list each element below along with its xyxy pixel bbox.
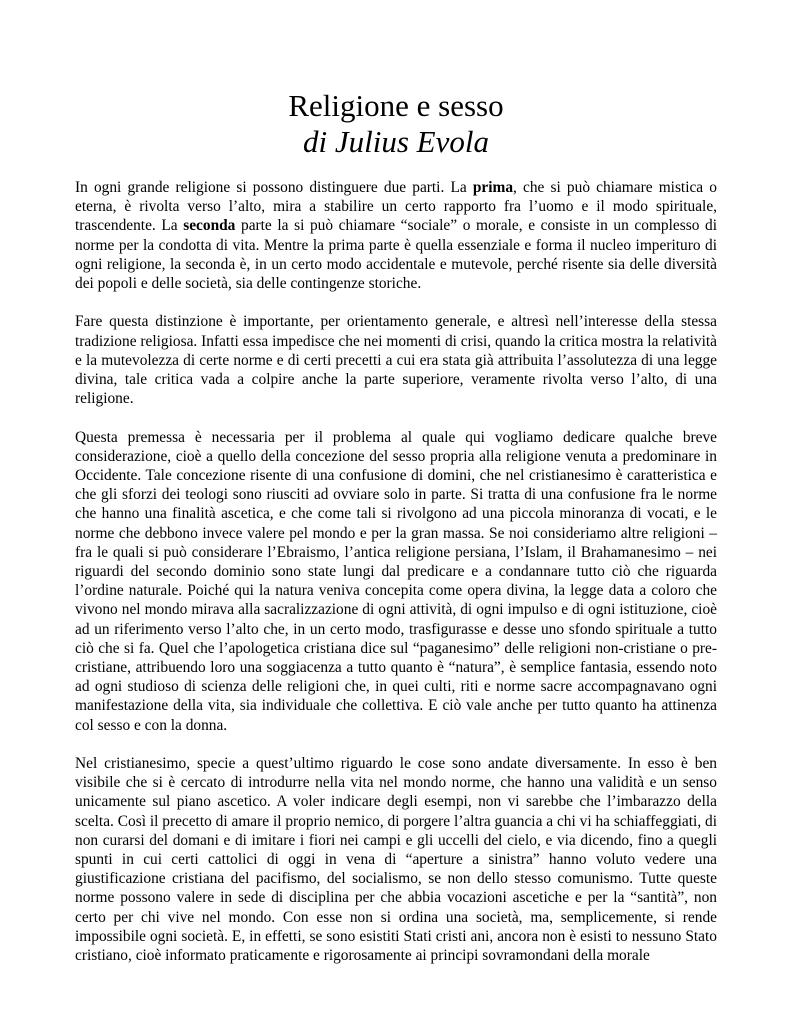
paragraph-text: , che si può chiamare mistica o eterna, è rivolta verso l’alto, mira a stabilire un certo rapporto fra l’uomo e il modo spirituale, trascendente. La	[75, 179, 717, 235]
paragraph-3	[75, 428, 717, 735]
paragraph-text: parte la si può chiamare “sociale” o morale, e consiste in un complesso di norme per la condotta di vita. Mentre la prima parte è quella essenziale e forma il nucleo imperituro di ogni religione, la seconda è, in un certo modo accidentale e mutevole, perché risente sia delle diversità dei popoli e delle società, sia delle contingenze storiche.	[75, 217, 717, 293]
author-line: di Julius Evola	[303, 124, 489, 159]
paragraph-2	[75, 312, 717, 408]
body-text	[75, 178, 717, 965]
paragraph-text: Questa premessa è necessaria per il problema al quale qui vogliamo dedicare qualche breve considerazione, cioè a quello della concezione del sesso propria alla religione venuta a predominare in Occidente. Tale concezione risente di una confusione di domini, che nel cristianesimo è caratteristica e che gli sforzi dei teologi sono riusciti ad ovviare solo in parte. Si tratta di una confusione fra le norme che hanno una finalità ascetica, e che come tali si rivolgono ad una piccola minoranza di vocati, e le norme che debbono invece valere pel mondo e per la gran massa. Se noi consideriamo altre religioni – fra le quali si può considerare l’Ebraismo, l’antica religione persiana, l’Islam, il Brahamanesimo – nei riguardi del secondo dominio sono state lungi dal predicare e a condannare tutto ciò che riguarda l’ordine naturale. Poiché qui la natura veniva concepita come opera divina, la legge data a coloro che vivono nel mondo mirava alla sacralizzazione di ogni attività, di ogni impulso e di ogni istituzione, cioè ad un riferimento verso l’alto che, in un certo modo, trasfigurasse e desse uno sfondo spirituale a tutto ciò che si fa. Quel che l’apologetica cristiana dice sul “paganesimo” delle religioni non-cristiane o pre-cristiane, attribuendo loro una soggiacenza a tutto quanto è “natura”, è semplice fantasia, essendo noto ad ogni studioso di scienza delle religioni che, in quei culti, riti e norme sacre accompagnavano ogni manifestazione della vita, sia individuale che collettiva. E ciò vale anche per tutto quanto ha attinenza col sesso e con la donna.	[75, 428, 717, 734]
paragraph-text: In ogni grande religione si possono distinguere due parti. La	[75, 179, 473, 196]
paragraph-4	[75, 754, 717, 965]
document-page	[75, 88, 717, 965]
paragraph-1	[75, 178, 717, 293]
title-block	[75, 88, 717, 160]
paragraph-text: Nel cristianesimo, specie a quest’ultimo riguardo le cose sono andate diversamente. In esso è ben visibile che si è cercato di introdurre nella vita nel mondo norme, che hanno una validità e un senso unicamente sul piano ascetico. A voler indicare degli esempi, non vi sarebbe che l’imbarazzo della scelta. Così il precetto di amare il proprio nemico, di porgere l’altra guancia a chi vi ha schiaffeggiati, di non curarsi del domani e di imitare i fiori nei campi e gli uccelli del cielo, e via dicendo, fino a quegli spunti in cui certi cattolici di oggi in vena di “aperture a sinistra” hanno voluto vedere una giustificazione cristiana del pacifismo, del socialismo, se non dello stesso comunismo. Tutte queste norme possono valere in sede di disciplina per che abbia vocazioni ascetiche e per la “santità”, non certo per chi vive nel mondo. Con esse non si ordina una società, ma, semplicemente, si rende impossibile ogni società. E, in effetti, se sono esistiti Stati cristi ani, ancora non è esisti to nessuno Stato cristiano, cioè informato praticamente e rigorosamente ai principi sovramondani della morale	[75, 755, 717, 965]
emphasized-term: seconda	[183, 217, 236, 235]
document-title: Religione e sesso	[288, 88, 504, 123]
paragraph-text: Fare questa distinzione è importante, per orientamento generale, e altresì nell’interesse della stessa tradizione religiosa. Infatti essa impedisce che nei momenti di crisi, quando la critica mostra la relatività e la mutevolezza di certe norme e di certi precetti a cui era stata già attribuita l’assolutezza di una legge divina, tale critica vada a colpire anche la parte superiore, veramente rivolta verso l’alto, di una religione.	[75, 313, 717, 408]
emphasized-term: prima	[472, 179, 514, 196]
